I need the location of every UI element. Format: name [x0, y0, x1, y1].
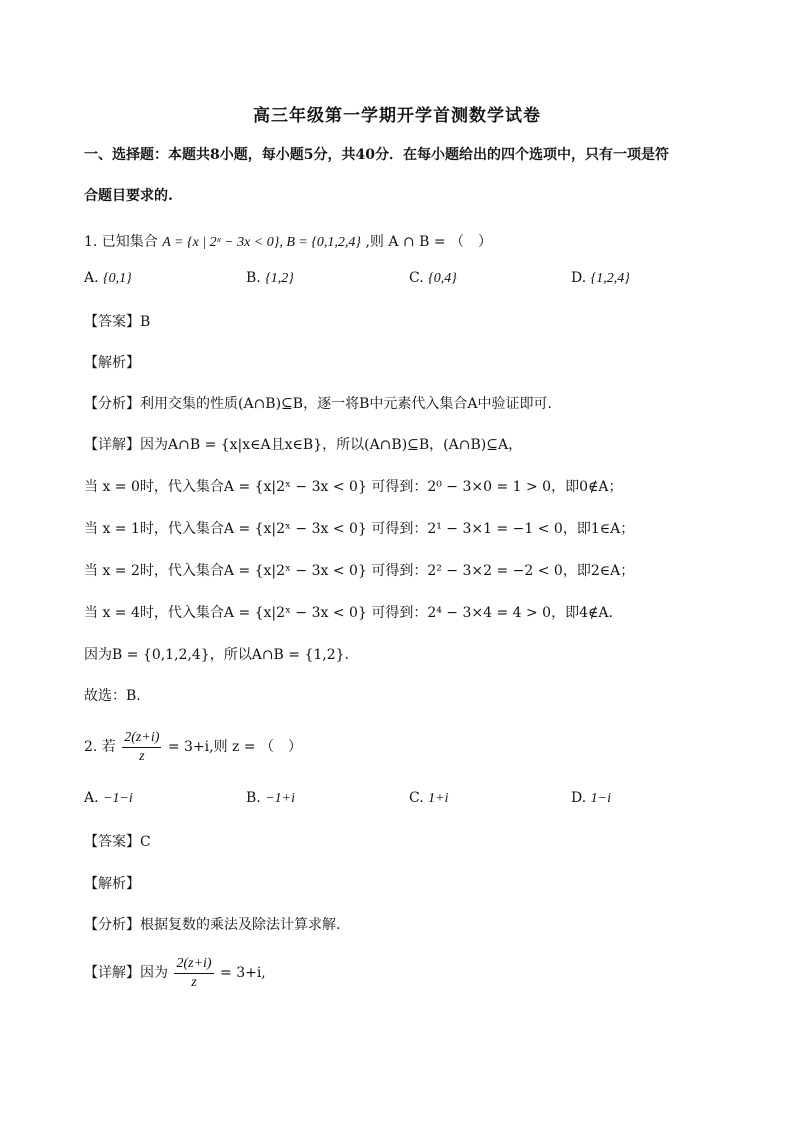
q2-option-a-value: −1−i — [103, 791, 133, 806]
q1-stem-prefix: 1. 已知集合 — [84, 234, 158, 250]
q2-xiangjie-prefix: 【详解】因为 — [84, 965, 168, 981]
q1-step-x0: 当 x = 0时，代入集合A = {x|2ˣ − 3x < 0} 可得到：2⁰ − 3×0 = 1 > 0，即0∉A； — [84, 479, 623, 495]
q1-step-x4: 当 x = 4时，代入集合A = {x|2ˣ − 3x < 0} 可得到：2⁴ − 3×4 = 4 > 0，即4∉A. — [84, 605, 613, 621]
q2-option-d-value: 1−i — [590, 791, 611, 806]
q2-fraction-denominator: z — [139, 748, 145, 764]
q2-xiangjie-denominator: z — [191, 974, 197, 990]
q2-xiangjie-numerator: 2(z+i) — [174, 955, 213, 974]
q2-option-b-value: −1+i — [265, 791, 295, 806]
q1-option-c-label: C. — [409, 270, 424, 286]
q1-analysis-heading: 【解析】 — [84, 355, 140, 371]
q2-fraction — [122, 729, 161, 766]
q1-option-a-label: A. — [84, 270, 99, 286]
q2-stem — [84, 727, 302, 767]
exam-title: 高三年级第一学期开学首测数学试卷 — [253, 106, 541, 126]
q2-fenxi: 【分析】根据复数的乘法及除法计算求解. — [84, 917, 341, 933]
q1-answer: 【答案】B — [84, 314, 151, 330]
q1-option-b — [246, 270, 294, 287]
q1-option-a-value: {0,1} — [103, 271, 132, 286]
q2-option-a — [84, 790, 133, 807]
q2-xiangjie — [84, 953, 266, 993]
q1-fenxi: 【分析】利用交集的性质(A∩B)⊆B，逐一将B中元素代入集合A中验证即可. — [84, 396, 552, 412]
q1-option-d-label: D. — [571, 270, 587, 286]
q1-step-x2: 当 x = 2时，代入集合A = {x|2ˣ − 3x < 0} 可得到：2² − 3×2 = −2 < 0，即2∈A； — [84, 563, 635, 579]
q2-answer: 【答案】C — [84, 834, 151, 850]
q2-option-b — [246, 790, 295, 807]
q1-stem-suffix: ,则 A ∩ B = （ ） — [365, 234, 493, 250]
q1-option-b-label: B. — [246, 270, 261, 286]
section-heading-line2: 合题目要求的. — [84, 188, 173, 204]
q1-option-a — [84, 270, 132, 287]
q1-conclusion: 因为B = {0,1,2,4}，所以A∩B = {1,2}. — [84, 647, 350, 663]
q2-xiangjie-fraction — [174, 955, 213, 992]
q1-step-x1: 当 x = 1时，代入集合A = {x|2ˣ − 3x < 0} 可得到：2¹ − 3×1 = −1 < 0，即1∈A； — [84, 521, 635, 537]
q2-option-a-label: A. — [84, 790, 99, 806]
q1-xiangjie: 【详解】因为A∩B = {x|x∈A且x∈B}，所以(A∩B)⊆B，(A∩B)⊆A， — [84, 437, 523, 453]
q1-option-d-value: {1,2,4} — [590, 271, 630, 286]
q1-option-d — [571, 270, 630, 287]
q2-option-c-value: 1+i — [428, 791, 449, 806]
q2-option-d-label: D. — [571, 790, 587, 806]
q2-option-c-label: C. — [409, 790, 424, 806]
q1-choose: 故选：B. — [84, 688, 141, 704]
q2-stem-suffix: = 3+i,则 z = （ ） — [167, 739, 303, 755]
q1-option-c-value: {0,4} — [428, 271, 457, 286]
q1-option-c — [409, 270, 457, 287]
q2-stem-prefix: 2. 若 — [84, 739, 116, 755]
q2-fraction-numerator: 2(z+i) — [122, 729, 161, 748]
q2-option-c — [409, 790, 448, 807]
section-heading-line1: 一、选择题：本题共8小题，每小题5分，共40分．在每小题给出的四个选项中，只有一项是符 — [84, 147, 669, 163]
q2-analysis-heading: 【解析】 — [84, 876, 140, 892]
q1-option-b-value: {1,2} — [265, 271, 294, 286]
q2-xiangjie-suffix: = 3+i, — [220, 965, 266, 981]
q1-stem — [84, 232, 492, 253]
q2-option-b-label: B. — [246, 790, 261, 806]
q2-option-d — [571, 790, 611, 807]
q1-stem-math: A = {x | 2ˣ − 3x < 0}, B = {0,1,2,4} — [162, 235, 362, 250]
